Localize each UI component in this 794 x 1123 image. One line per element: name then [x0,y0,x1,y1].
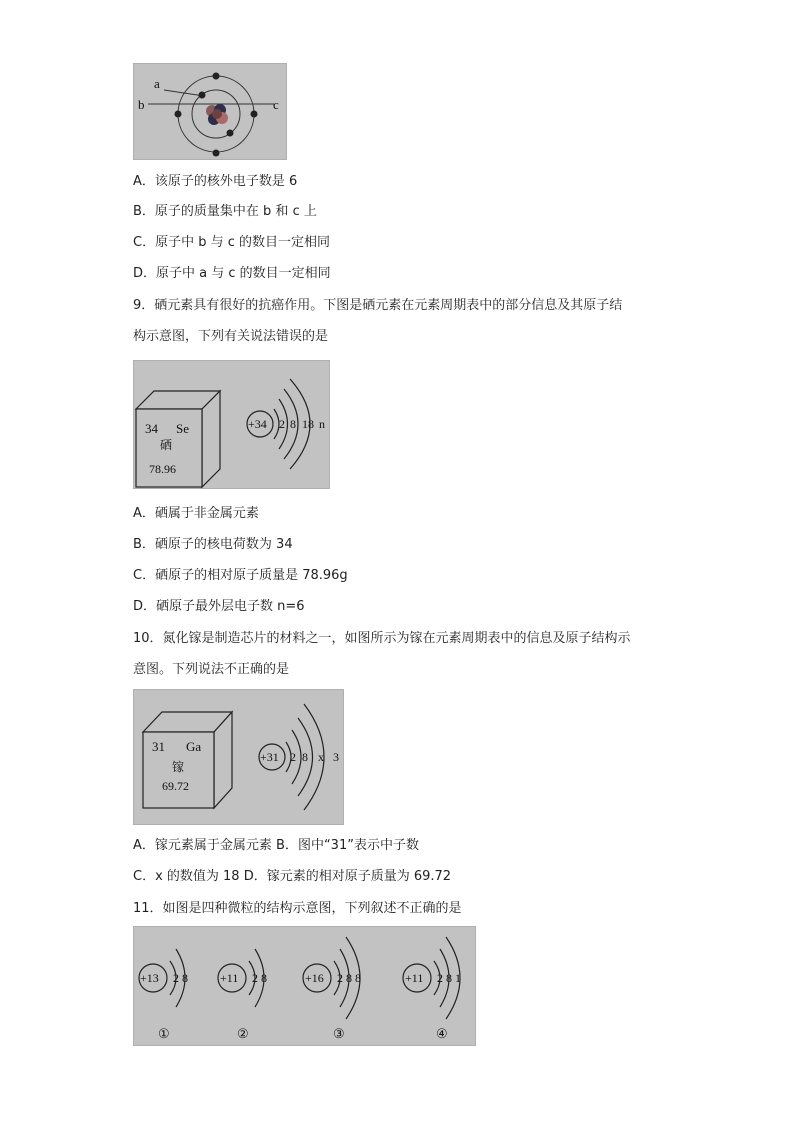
particle-2-electrons: 2 8 [252,971,267,985]
se-atomic-number: 34 [145,421,158,436]
se-nucleus: +34 [248,417,267,431]
particle-4-nucleus: +11 [405,971,424,985]
selenium-figure [133,360,330,489]
particle-3-index: ③ [333,1026,345,1041]
q9-stem-line1: 9．硒元素具有很好的抗癌作用。下图是硒元素在元素周期表中的部分信息及其原子结 [133,298,623,313]
q10-options-cd: C．x 的数值为 18 D．镓元素的相对原子质量为 69.72 [133,869,452,884]
se-mass: 78.96 [149,462,176,476]
particle-4-electrons: 2 8 1 [437,971,461,985]
q8-option-d: D．原子中 a 与 c 的数目一定相同 [133,266,331,281]
particle-1-electrons: 2 8 [173,971,188,985]
se-symbol: Se [176,421,189,436]
particle-2-nucleus: +11 [220,971,239,985]
atom-model-figure [133,63,287,160]
ga-shell-1: 2 [290,750,296,764]
ga-shell-3: x [318,750,324,764]
ga-name: 镓 [172,760,185,774]
q9-option-b: B．硒原子的核电荷数为 34 [133,537,293,552]
particle-3-electrons: 2 8 8 [337,971,361,985]
ga-nucleus: +31 [260,750,279,764]
gallium-figure [133,689,344,825]
q9-stem-line2: 构示意图，下列有关说法错误的是 [133,329,329,344]
q10-options-ab: A．镓元素属于金属元素 B．图中“31”表示中子数 [133,838,419,853]
q10-stem-line2: 意图。下列说法不正确的是 [133,662,290,677]
label-b: b [138,97,145,112]
se-shell-2: 8 [290,417,296,431]
q11-stem: 11．如图是四种微粒的结构示意图，下列叙述不正确的是 [133,901,462,916]
q9-option-a: A．硒属于非金属元素 [133,506,259,521]
particle-4-index: ④ [436,1026,448,1041]
se-shell-1: 2 [279,417,285,431]
se-shell-4: n [319,417,325,431]
q8-option-a: A．该原子的核外电子数是 6 [133,174,298,189]
q10-stem-line1: 10．氮化镓是制造芯片的材料之一，如图所示为镓在元素周期表中的信息及原子结构示 [133,631,631,646]
ga-symbol: Ga [186,739,202,754]
q8-option-c: C．原子中 b 与 c 的数目一定相同 [133,235,331,250]
se-shell-3: 18 [302,417,314,431]
q9-option-c: C．硒原子的相对原子质量是 78.96g [133,568,348,583]
q9-option-d: D．硒原子最外层电子数 n=6 [133,599,305,614]
q8-option-b: B．原子的质量集中在 b 和 c 上 [133,204,317,219]
particle-1-nucleus: +13 [140,971,159,985]
ga-mass: 69.72 [162,779,189,793]
se-name: 硒 [160,438,173,452]
ga-shell-4: 3 [333,750,339,764]
ga-atomic-number: 31 [152,739,165,754]
particle-2-index: ② [237,1026,249,1041]
ga-shell-2: 8 [302,750,308,764]
label-c: c [273,97,279,112]
particle-3-nucleus: +16 [305,971,324,985]
label-a: a [154,76,160,91]
particle-1-index: ① [158,1026,170,1041]
four-particles-figure [133,926,476,1046]
